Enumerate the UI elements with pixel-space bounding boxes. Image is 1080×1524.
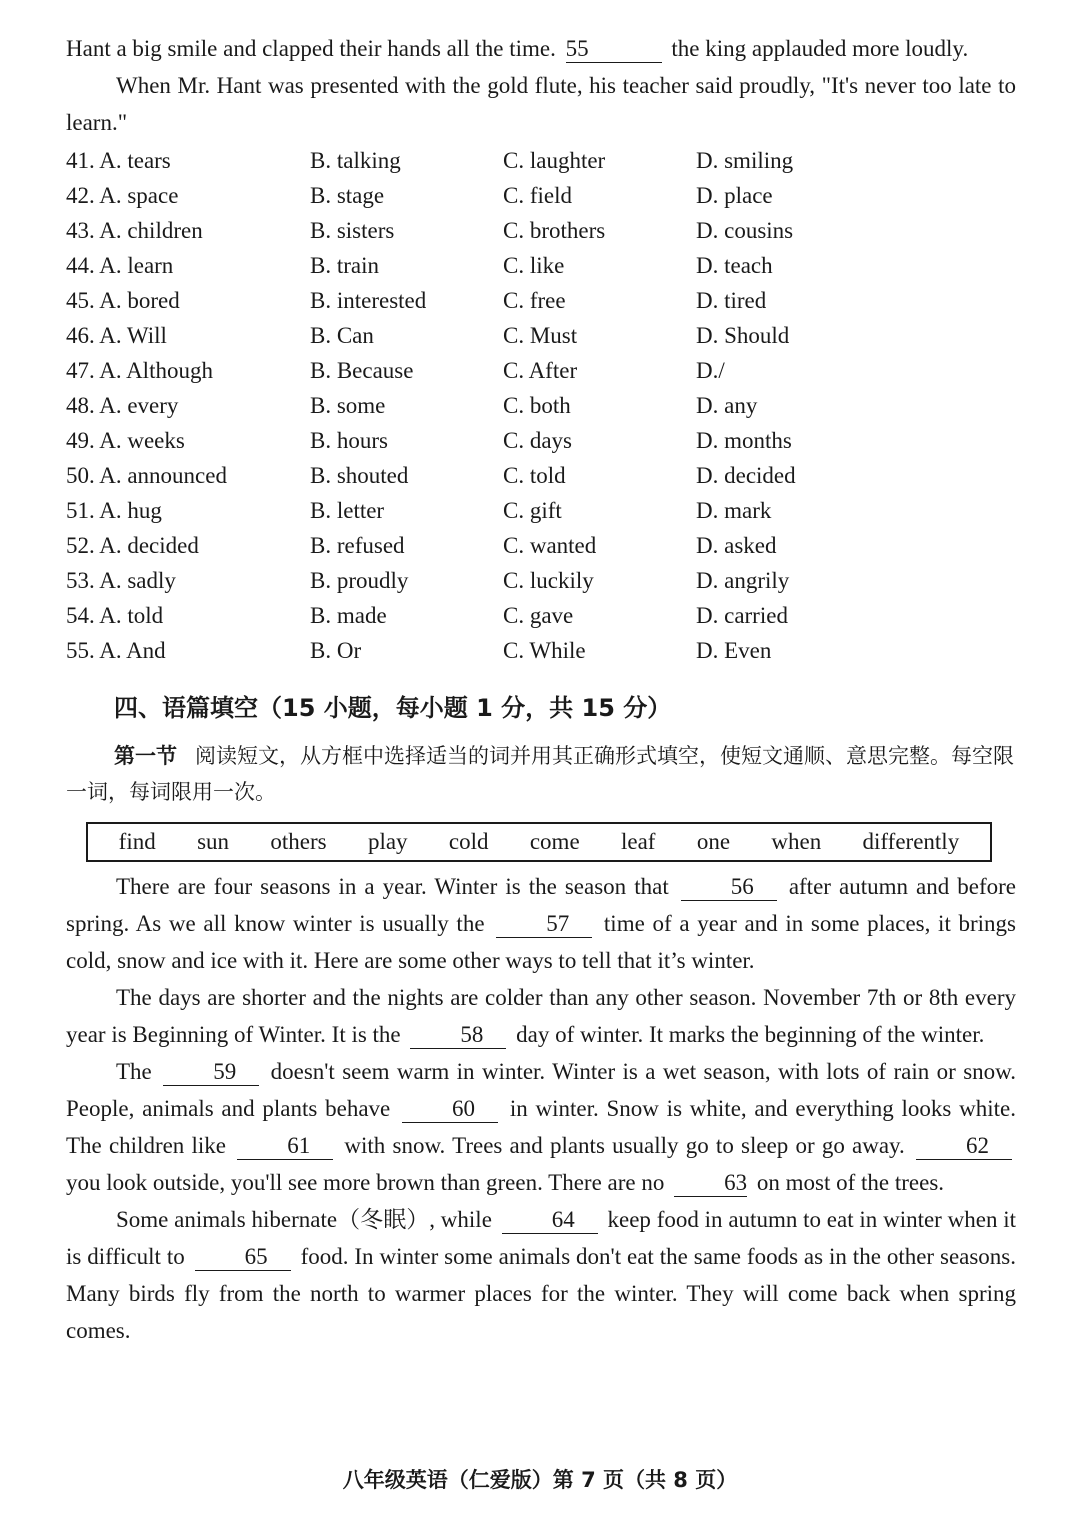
option-d: D. asked bbox=[696, 532, 777, 558]
part-label: 第一节 bbox=[114, 744, 177, 768]
text-segment: Hant a big smile and clapped their hands all the time. bbox=[66, 36, 556, 61]
option-b: B. interested bbox=[310, 287, 427, 313]
text-segment: day of winter. It marks the beginning of the winter. bbox=[516, 1022, 985, 1047]
options-table bbox=[66, 143, 1016, 668]
blank-65: 65 bbox=[195, 1244, 291, 1271]
blank-56: 56 bbox=[681, 874, 777, 901]
word-option: sun bbox=[197, 829, 230, 854]
option-d: D. any bbox=[696, 392, 758, 418]
option-c: C. Must bbox=[503, 322, 578, 348]
option-c: C. brothers bbox=[503, 217, 606, 243]
text-segment: The bbox=[116, 1059, 152, 1084]
option-d: D. Even bbox=[696, 637, 772, 663]
section-title: 四、语篇填空（15 小题，每小题 1 分，共 15 分） bbox=[114, 694, 672, 722]
option-d: D. smiling bbox=[696, 147, 794, 173]
option-c: C. After bbox=[503, 357, 578, 383]
option-a: 46. A. Will bbox=[66, 322, 167, 348]
option-b: B. sisters bbox=[310, 217, 395, 243]
text-segment: There are four seasons in a year. Winter is the season that bbox=[116, 874, 669, 899]
text-segment: The days are shorter and the nights are colder than any other season. November 7th or 8th every year is Beginning of Winter. It is the bbox=[66, 985, 1016, 1047]
word-box bbox=[86, 822, 992, 862]
passage-top-para1 bbox=[66, 30, 1016, 67]
option-row bbox=[66, 283, 1016, 318]
option-row bbox=[66, 248, 1016, 283]
option-row bbox=[66, 633, 1016, 668]
word-option: play bbox=[367, 829, 408, 854]
passage-para4 bbox=[66, 1201, 1016, 1349]
option-row bbox=[66, 458, 1016, 493]
option-b: B. shouted bbox=[310, 462, 409, 488]
option-d: D. teach bbox=[696, 252, 773, 278]
text-segment: Some animals hibernate（冬眠）, while bbox=[116, 1207, 492, 1232]
passage-para2 bbox=[66, 979, 1016, 1053]
option-c: C. told bbox=[503, 462, 566, 488]
option-c: C. both bbox=[503, 392, 571, 418]
option-c: C. While bbox=[503, 637, 586, 663]
option-d: D. mark bbox=[696, 497, 772, 523]
option-d: D. angrily bbox=[696, 567, 790, 593]
option-row bbox=[66, 388, 1016, 423]
option-b: B. Or bbox=[310, 637, 362, 663]
option-row bbox=[66, 318, 1016, 353]
option-c: C. laughter bbox=[503, 147, 606, 173]
option-a: 52. A. decided bbox=[66, 532, 199, 558]
option-c: C. days bbox=[503, 427, 572, 453]
option-row bbox=[66, 178, 1016, 213]
word-option: find bbox=[118, 829, 156, 854]
option-b: B. refused bbox=[310, 532, 405, 558]
blank-58: 58 bbox=[410, 1022, 506, 1049]
option-b: B. Can bbox=[310, 322, 374, 348]
option-c: C. luckily bbox=[503, 567, 594, 593]
option-a: 45. A. bored bbox=[66, 287, 180, 313]
text-segment: with snow. Trees and plants usually go to sleep or go away. bbox=[344, 1133, 905, 1158]
section-instruction bbox=[66, 738, 1016, 810]
option-b: B. hours bbox=[310, 427, 388, 453]
option-b: B. proudly bbox=[310, 567, 409, 593]
option-row bbox=[66, 598, 1016, 633]
text-segment: keep food in autumn to eat in winter when it is difficult to bbox=[66, 1207, 1017, 1269]
option-c: C. field bbox=[503, 182, 572, 208]
option-c: C. free bbox=[503, 287, 566, 313]
text-segment: you look outside, you'll see more brown than green. There are no bbox=[66, 1170, 665, 1195]
text-segment: the king applauded more loudly. bbox=[671, 36, 969, 61]
option-a: 41. A. tears bbox=[66, 147, 171, 173]
exam-page bbox=[66, 30, 1016, 1349]
word-option: leaf bbox=[621, 829, 656, 854]
option-c: C. gave bbox=[503, 602, 574, 628]
option-d: D. decided bbox=[696, 462, 796, 488]
option-row bbox=[66, 143, 1016, 178]
text-segment: food. In winter some animals don't eat the same foods as in the other seasons. Many birds fly from the north to warmer places for the winter. They will come back when spring comes. bbox=[66, 1244, 1017, 1343]
option-d: D./ bbox=[696, 357, 725, 383]
option-row bbox=[66, 213, 1016, 248]
option-a: 44. A. learn bbox=[66, 252, 174, 278]
option-a: 49. A. weeks bbox=[66, 427, 185, 453]
page-footer: 八年级英语（仁爱版）第 7 页（共 8 页） bbox=[342, 1468, 738, 1492]
blank-55: 55 bbox=[566, 36, 662, 63]
option-d: D. Should bbox=[696, 322, 790, 348]
blank-62: 62 bbox=[916, 1133, 1012, 1160]
option-d: D. tired bbox=[696, 287, 767, 313]
option-a: 42. A. space bbox=[66, 182, 179, 208]
option-a: 48. A. every bbox=[66, 392, 179, 418]
option-a: 50. A. announced bbox=[66, 462, 227, 488]
blank-59: 59 bbox=[163, 1059, 259, 1086]
option-b: B. talking bbox=[310, 147, 401, 173]
option-b: B. letter bbox=[310, 497, 385, 523]
word-option: differently bbox=[862, 829, 960, 854]
option-d: D. place bbox=[696, 182, 773, 208]
option-a: 54. A. told bbox=[66, 602, 164, 628]
option-b: B. Because bbox=[310, 357, 414, 383]
text-segment: on most of the trees. bbox=[756, 1170, 945, 1195]
text-segment: doesn't seem warm in winter. Winter is a wet season, with lots of rain or snow. People, animals and plants behave bbox=[66, 1059, 1017, 1121]
option-b: B. train bbox=[310, 252, 379, 278]
word-option: others bbox=[270, 829, 327, 854]
option-a: 51. A. hug bbox=[66, 497, 162, 523]
blank-60: 60 bbox=[402, 1096, 498, 1123]
option-d: D. carried bbox=[696, 602, 788, 628]
option-a: 55. A. And bbox=[66, 637, 166, 663]
word-option: when bbox=[771, 829, 822, 854]
passage-para3 bbox=[66, 1053, 1016, 1201]
option-b: B. made bbox=[310, 602, 387, 628]
passage-para1 bbox=[66, 868, 1016, 979]
text-segment: after autumn and before spring. As we all know winter is usually the bbox=[66, 874, 1017, 936]
option-c: C. like bbox=[503, 252, 565, 278]
word-option: come bbox=[529, 829, 580, 854]
option-b: B. stage bbox=[310, 182, 385, 208]
blank-64: 64 bbox=[502, 1207, 598, 1234]
passage-top-para2: When Mr. Hant was presented with the gold flute, his teacher said proudly, "It's never too late to learn." bbox=[66, 73, 1016, 135]
blank-57: 57 bbox=[496, 911, 592, 938]
option-a: 43. A. children bbox=[66, 217, 203, 243]
option-d: D. months bbox=[696, 427, 792, 453]
blank-61: 61 bbox=[237, 1133, 333, 1160]
option-row bbox=[66, 423, 1016, 458]
option-c: C. gift bbox=[503, 497, 562, 523]
option-b: B. some bbox=[310, 392, 386, 418]
option-row bbox=[66, 563, 1016, 598]
option-row bbox=[66, 528, 1016, 563]
text-segment: time of a year and in some places, it brings cold, snow and ice with it. Here are some other ways to tell that it’s winter. bbox=[66, 911, 1017, 973]
word-option: cold bbox=[448, 829, 489, 854]
instruction-text: 阅读短文，从方框中选择适当的词并用其正确形式填空，使短文通顺、意思完整。每空限一词，每词限用一次。 bbox=[66, 744, 1014, 804]
option-a: 47. A. Although bbox=[66, 357, 213, 383]
option-row bbox=[66, 353, 1016, 388]
word-option: one bbox=[696, 829, 731, 854]
option-a: 53. A. sadly bbox=[66, 567, 176, 593]
text-segment: in winter. Snow is white, and everything looks white. The children like bbox=[66, 1096, 1016, 1158]
blank-63: 63 bbox=[674, 1170, 747, 1197]
option-c: C. wanted bbox=[503, 532, 597, 558]
option-row bbox=[66, 493, 1016, 528]
option-d: D. cousins bbox=[696, 217, 794, 243]
